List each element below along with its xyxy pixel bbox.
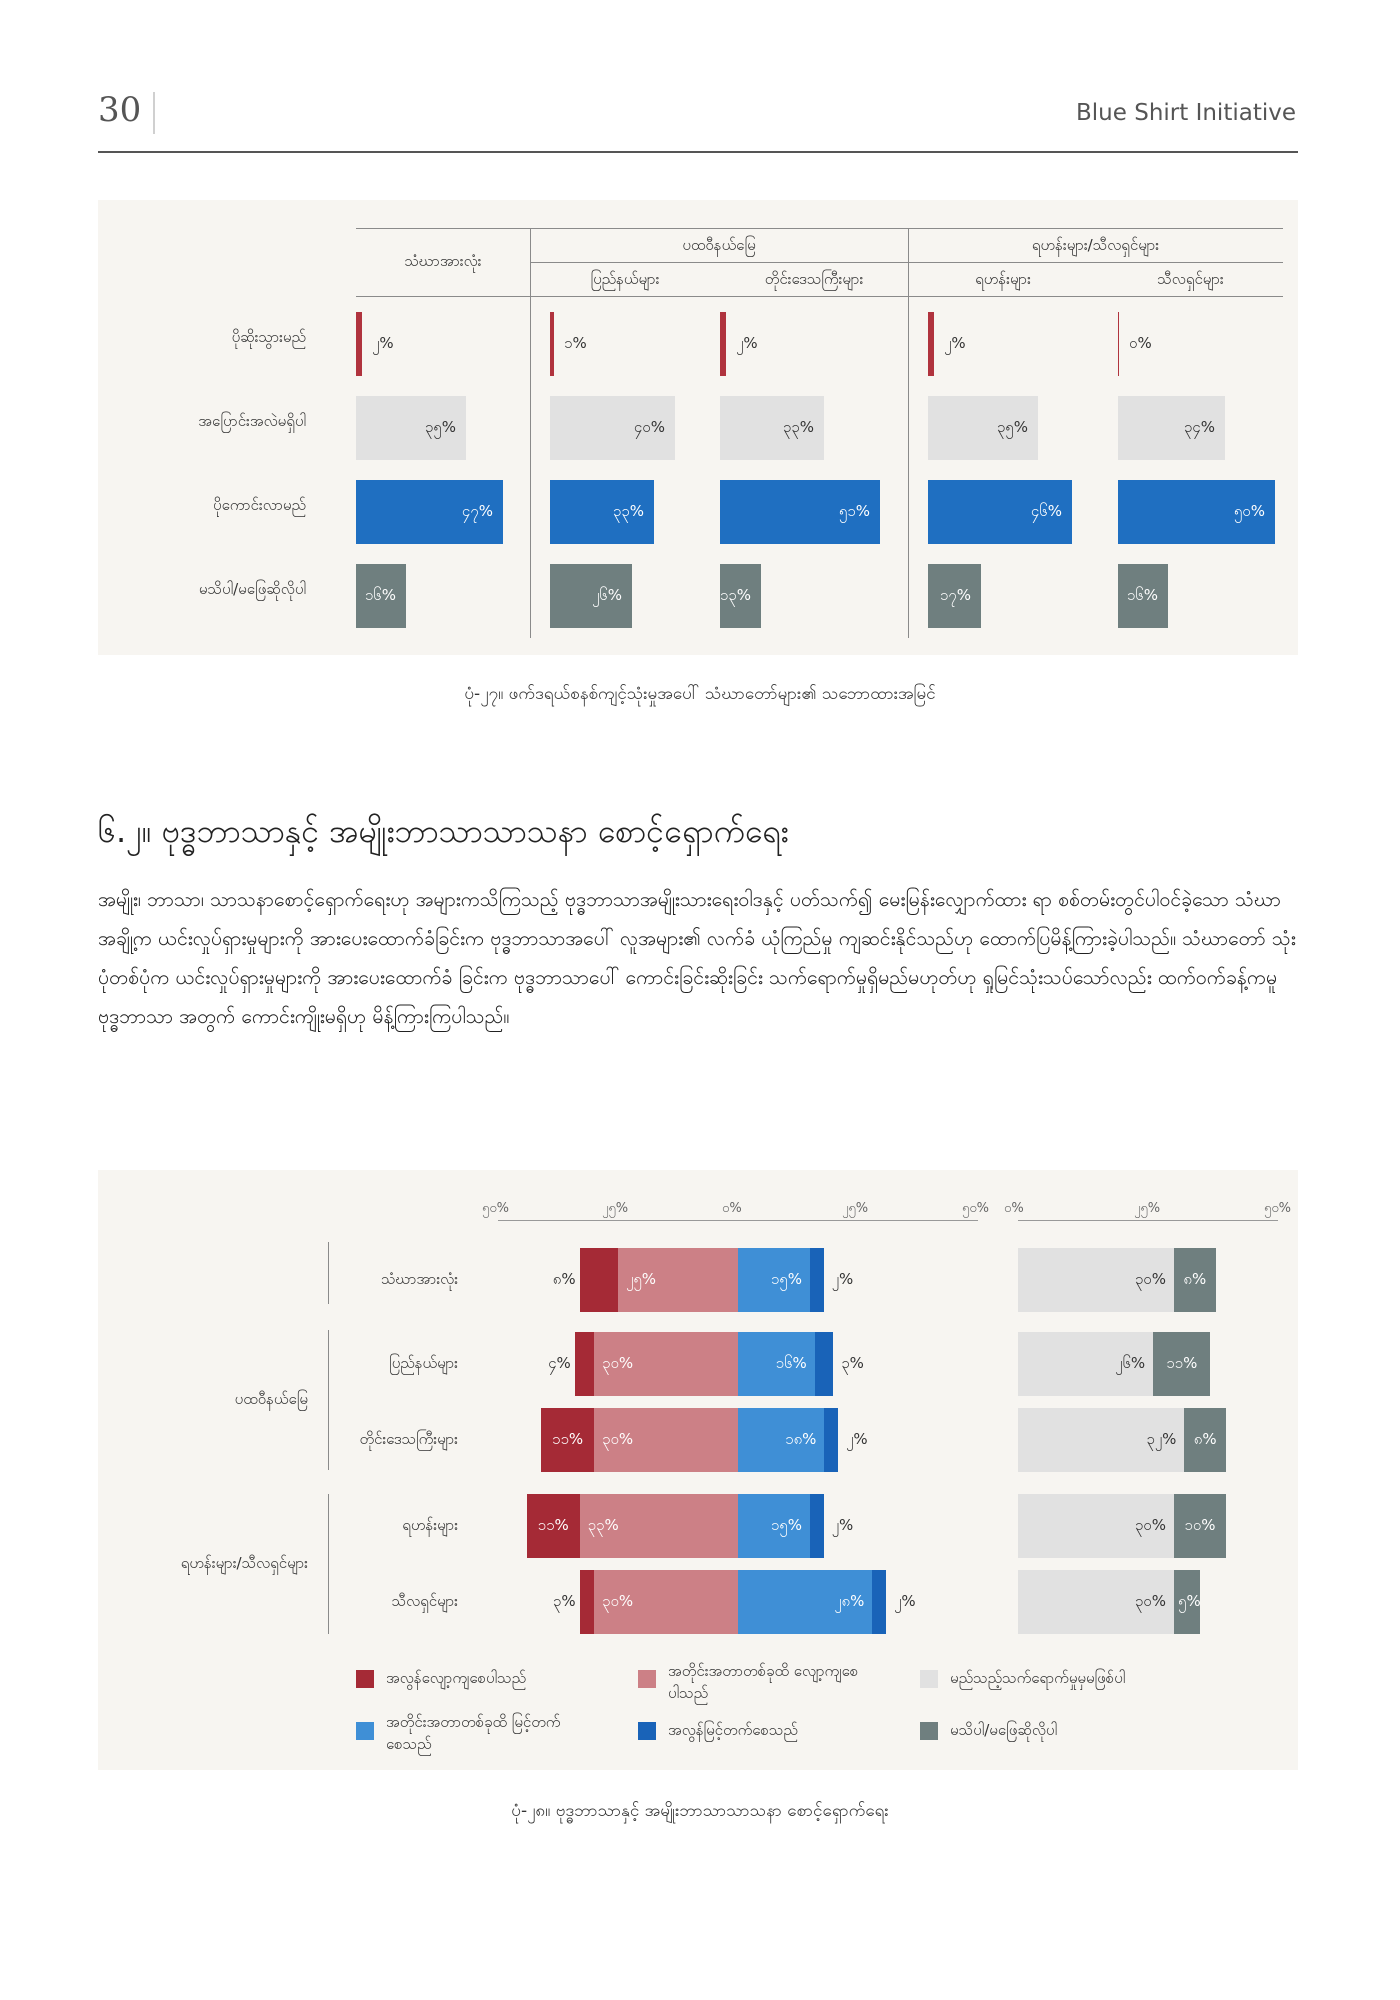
fig27-bar — [1118, 312, 1119, 376]
fig27-header-line-top — [356, 228, 1283, 229]
fig28-group-label: ရဟန်းများ/သီလရှင်များ — [180, 1554, 308, 1572]
fig28-label-strong-negative: ၁၁% — [537, 1516, 569, 1534]
fig28-row-label: ပြည်နယ်များ — [389, 1354, 458, 1372]
fig28-axis-tick: ၅၀% — [482, 1201, 509, 1216]
fig28-label-strong-positive: ၂% — [831, 1270, 854, 1288]
legend-swatch-strong-positive — [638, 1722, 656, 1740]
fig28-axis-tick: ၂၅% — [1134, 1201, 1161, 1216]
fig28-label-somewhat-negative: ၃၀% — [602, 1430, 634, 1448]
fig27-bar — [720, 312, 726, 376]
fig28-axis-tick: ၅၀% — [962, 1201, 989, 1216]
fig27-bar — [356, 312, 362, 376]
fig28-label-somewhat-negative: ၃၃% — [587, 1516, 619, 1534]
fig27-value-label: ၃၅% — [996, 418, 1028, 436]
fig28-axis-tick: ၂၅% — [842, 1201, 869, 1216]
fig27-value-label: ၂၆% — [591, 586, 622, 604]
figure-28-caption: ပုံ-၂၈။ ဗုဒ္ဓဘာသာနှင့် အမျိုးဘာသာသာသနာ စောင့်ရှောက်ရေး — [511, 1801, 889, 1821]
fig28-row-label: ရဟန်းများ — [402, 1516, 458, 1534]
fig28-label-strong-negative: ၁၁% — [552, 1430, 584, 1448]
fig27-value-label: ၁% — [564, 334, 587, 352]
fig28-row — [98, 1408, 1298, 1472]
fig27-value-label: ၃၄% — [1183, 418, 1215, 436]
fig27-bar — [550, 312, 554, 376]
fig28-row — [98, 1332, 1298, 1396]
fig27-value-label: ၀% — [1129, 334, 1152, 352]
legend-swatch-somewhat-negative — [638, 1670, 656, 1688]
fig28-label-somewhat-positive: ၁၅% — [770, 1270, 802, 1288]
section-heading: ၆.၂။ ဗုဒ္ဓဘာသာနှင့် အမျိုးဘာသာသာသနာ စောင့်ရှောက်ရေး — [98, 812, 789, 850]
fig28-label-strong-positive: ၂% — [894, 1592, 916, 1610]
section-body-paragraph: အမျိုး၊ ဘာသာ၊ သာသနာစောင့်ရှောက်ရေးဟု အများကသိကြသည့် ဗုဒ္ဓဘာသာအမျိုးသားရေးဝါဒနှင့် ပတ်သက်၍ မေးမြန်းလျှောက်ထား ရာ စစ်တမ်းတွင်ပါဝင်ခဲ့သော သံဃာအချို့က ယင်းလှုပ်ရှားမှုများကို အားပေးထောက်ခံခြင်းက ဗုဒ္ဓဘာသာအပေါ် လူအများ၏ လက်ခံ ယုံကြည်မှု ကျဆင်းနိုင်သည်ဟု ထောက်ပြမိန့်ကြားခဲ့ပါသည်။ သံဃာတော် သုံးပုံတစ်ပုံက ယင်းလှုပ်ရှားမှုများကို အားပေးထောက်ခံ ခြင်းက ဗုဒ္ဓဘာသာပေါ် ကောင်းခြင်းဆိုးခြင်း သက်ရောက်မှုရှိမည်မဟုတ်ဟု ရှုမြင်သုံးသပ်သော်လည်း ထက်ဝက်ခန့်ကမူ ဗုဒ္ဓဘာသာ အတွက် ကောင်းကျိုးမရှိဟု မိန့်ကြားကြပါသည်။ — [98, 888, 1296, 1028]
fig28-bar-strong-negative — [575, 1332, 594, 1396]
legend-label-strong-positive: အလွန်မြင့်တက်စေသည် — [668, 1721, 798, 1739]
legend-label-dont-know: မသိပါ/မဖြေဆိုလိုပါ — [950, 1721, 1058, 1739]
fig28-label-somewhat-positive: ၁၈% — [785, 1430, 817, 1448]
fig28-label-no-effect: ၂၆% — [1115, 1354, 1146, 1372]
fig27-value-label: ၄၀% — [633, 418, 665, 436]
fig28-axis-right — [1018, 1220, 1278, 1221]
fig28-group-label: ပထဝီနယ်မြေ — [234, 1390, 308, 1408]
header-rule — [98, 151, 1298, 153]
fig28-row-label: တိုင်းဒေသကြီးများ — [359, 1430, 458, 1448]
fig28-label-dont-know: ၁၁% — [1166, 1354, 1198, 1372]
fig28-label-dont-know: ၈% — [1193, 1430, 1217, 1448]
fig28-row — [98, 1248, 1298, 1312]
fig28-label-strong-positive: ၂% — [846, 1430, 868, 1448]
fig28-bar-strong-negative — [580, 1248, 618, 1312]
fig28-label-strong-negative: ၃% — [552, 1592, 576, 1610]
fig28-label-somewhat-positive: ၂၈% — [834, 1592, 865, 1610]
fig28-label-strong-negative: ၄% — [548, 1354, 571, 1372]
fig27-value-label: ၄၆% — [1030, 502, 1062, 520]
fig27-row-label: ပိုကောင်းလာမည် — [213, 496, 306, 514]
fig27-group1-sub1: ပြည်နယ်များ — [590, 270, 660, 288]
fig28-row — [98, 1570, 1298, 1634]
legend-swatch-strong-negative — [356, 1670, 374, 1688]
fig28-bar-strong-positive — [810, 1248, 824, 1312]
fig28-row-label: သံဃာအားလုံး — [381, 1270, 458, 1288]
fig28-row — [98, 1494, 1298, 1558]
fig27-group2: ရဟန်းများ/သီလရှင်များ — [1031, 236, 1160, 254]
fig28-label-strong-negative: ၈% — [552, 1270, 576, 1288]
fig27-value-label: ၁၆% — [1126, 586, 1158, 604]
legend-swatch-somewhat-positive — [356, 1722, 374, 1740]
legend-label-no-effect: မည်သည့်သက်ရောက်မှုမှမဖြစ်ပါ — [950, 1669, 1126, 1687]
fig28-label-strong-positive: ၂% — [831, 1516, 854, 1534]
fig28-label-somewhat-positive: ၁၆% — [775, 1354, 807, 1372]
fig28-bar-strong-positive — [824, 1408, 838, 1472]
fig28-label-strong-positive: ၃% — [841, 1354, 864, 1372]
running-header-title: Blue Shirt Initiative — [1076, 100, 1296, 126]
fig28-label-no-effect: ၃၀% — [1134, 1270, 1166, 1288]
fig27-value-label: ၁၇% — [939, 586, 971, 604]
fig27-value-label: ၃၃% — [612, 502, 644, 520]
fig28-label-no-effect: ၃၀% — [1134, 1516, 1166, 1534]
fig28-label-somewhat-negative: ၂၅% — [626, 1270, 657, 1288]
fig27-value-label: ၂% — [736, 334, 758, 352]
legend-label-somewhat-negative: အတိုင်းအတာတစ်ခုထိ လျော့ကျစေပါသည် — [668, 1662, 859, 1702]
fig27-value-label: ၃၃% — [782, 418, 814, 436]
legend-label-somewhat-positive: အတိုင်းအတာတစ်ခုထိ မြင့်တက်စေသည် — [386, 1713, 561, 1753]
fig28-axis-tick: ၀% — [722, 1201, 742, 1216]
fig28-bar-strong-positive — [872, 1570, 886, 1634]
fig27-row-label: မသိပါ/မဖြေဆိုလိုပါ — [198, 580, 306, 598]
fig28-bar-strong-positive — [810, 1494, 824, 1558]
fig28-label-dont-know: ၈% — [1183, 1270, 1207, 1288]
fig27-value-label: ၄၇% — [461, 502, 493, 520]
figure-28-panel — [98, 1170, 1298, 1770]
fig27-row-label: ပိုဆိုးသွားမည် — [231, 328, 306, 346]
fig27-value-label: ၁၆% — [364, 586, 396, 604]
fig28-label-dont-know: ၁၀% — [1184, 1516, 1216, 1534]
page-number: 30 — [98, 90, 142, 130]
fig28-label-dont-know: ၅% — [1178, 1592, 1201, 1610]
fig28-label-somewhat-negative: ၃၀% — [602, 1592, 634, 1610]
fig27-value-label: ၂% — [944, 334, 966, 352]
fig28-bar-strong-positive — [815, 1332, 833, 1396]
fig27-group1-sub2: တိုင်းဒေသကြီးများ — [764, 270, 864, 288]
fig27-header-line-bottom — [356, 296, 1283, 297]
fig27-header-line-mid — [530, 262, 1283, 263]
fig27-col-all: သံဃာအားလုံး — [404, 252, 482, 270]
fig27-row-label: အပြောင်းအလဲမရှိပါ — [198, 412, 306, 430]
fig28-axis-left — [498, 1220, 978, 1221]
fig28-label-no-effect: ၃၀% — [1134, 1592, 1166, 1610]
legend-swatch-no-effect — [920, 1670, 938, 1688]
fig28-axis-tick: ၅၀% — [1264, 1201, 1291, 1216]
fig27-value-label: ၅၀% — [1233, 502, 1265, 520]
fig27-group2-sub1: ရဟန်းများ — [975, 270, 1031, 288]
fig27-group1: ပထဝီနယ်မြေ — [682, 236, 756, 254]
fig27-value-label: ၅၁% — [838, 502, 870, 520]
fig27-bar — [928, 312, 934, 376]
fig27-group2-sub2: သီလရှင်များ — [1157, 270, 1224, 288]
fig28-label-no-effect: ၃၂% — [1146, 1430, 1177, 1448]
fig27-value-label: ၃၅% — [424, 418, 456, 436]
legend-swatch-dont-know — [920, 1722, 938, 1740]
figure-27-panel — [98, 200, 1298, 655]
fig28-row-label: သီလရှင်များ — [391, 1592, 458, 1610]
legend-label-strong-negative: အလွန်လျော့ကျစေပါသည် — [386, 1669, 527, 1687]
fig28-bar-strong-negative — [580, 1570, 594, 1634]
fig28-axis-tick: ၀% — [1004, 1201, 1024, 1216]
fig27-value-label: ၁၃% — [719, 586, 751, 604]
fig28-label-somewhat-positive: ၁၅% — [770, 1516, 802, 1534]
fig27-value-label: ၂% — [372, 334, 394, 352]
fig28-label-somewhat-negative: ၃၀% — [602, 1354, 634, 1372]
fig28-axis-tick: ၂၅% — [602, 1201, 629, 1216]
figure-27-caption: ပုံ-၂၇။ ဖက်ဒရယ်စနစ်ကျင့်သုံးမှုအပေါ် သံဃာတော်များ၏ သဘောထားအမြင် — [464, 684, 936, 704]
header-separator — [153, 92, 155, 134]
